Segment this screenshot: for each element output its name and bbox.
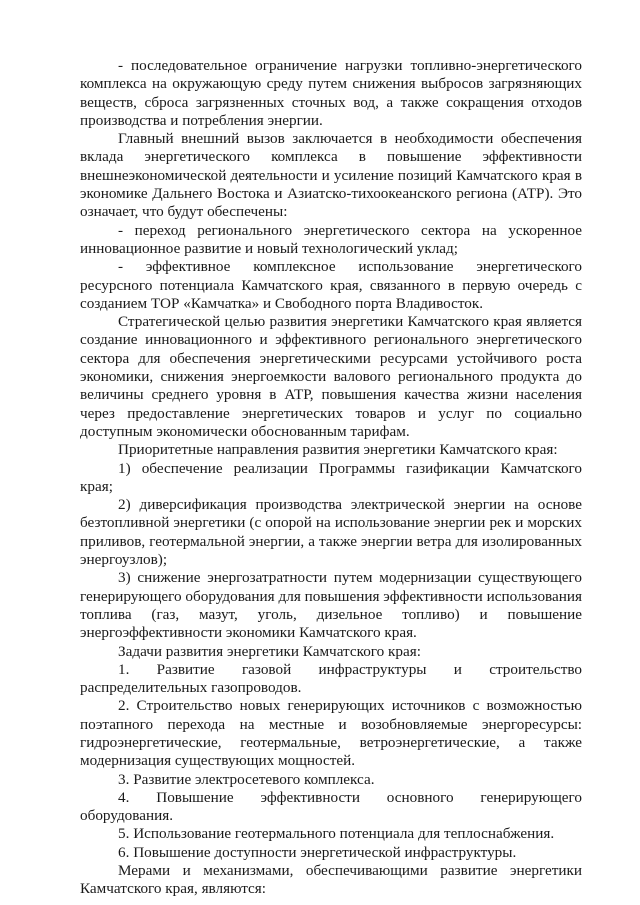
paragraph-measures-heading: Мерами и механизмами, обеспечивающими развитие энергетики Камчатского края, являются: — [80, 862, 582, 898]
list-item-task-1: 1. Развитие газовой инфраструктуры и строительство распределительных газопроводов. — [80, 660, 582, 697]
paragraph-strategic-goal: Стратегической целью развития энергетики Камчатского края является создание инновационного и эффективного регионального энергетического сектора для обеспечения энергетическими ресурсами устойчивого роста экономики, снижения энергоемкости валового регионального продукта до величины среднего уровня в АТР, повышения качества жизни населения через предоставление энергетических товаров и услуг по социально доступным экономически обоснованным тарифам. — [80, 313, 582, 440]
paragraph-priority-directions-heading: Приоритетные направления развития энергетики Камчатского края: — [118, 441, 558, 459]
list-item-priority-3: 3) снижение энергозатратности путем модернизации существующего генерирующего оборудования для повышения эффективности использования топлива (газ, мазут, уголь, дизельное топливо) и повышение энергоэффективности экономики Камчатского края. — [80, 569, 582, 642]
paragraph-main-external-challenge: Главный внешний вызов заключается в необходимости обеспечения вклада энергетического комплекса в повышение эффективности внешнеэкономической деятельности и усиление позиций Камчатского края в экономике Дальнего Востока и Азиатско-тихоокеанского региона (АТР). Это означает, что будут обеспечены: — [80, 130, 582, 221]
document-body — [80, 57, 582, 899]
list-item-task-5: 5. Использование геотермального потенциала для теплоснабжения. — [118, 825, 555, 843]
list-item-task-6: 6. Повышение доступности энергетической инфраструктуры. — [118, 843, 517, 861]
paragraph-tasks-heading: Задачи развития энергетики Камчатского края: — [118, 642, 421, 660]
list-item-task-4: 4. Повышение эффективности основного генерирующего оборудования. — [80, 788, 582, 825]
paragraph-innovation-transition: - переход регионального энергетического сектора на ускоренное инновационное развитие и новый технологический уклад; — [80, 221, 582, 257]
list-item-priority-2: 2) диверсификация производства электрической энергии на основе безтопливной энергетики (с опорой на использование энергии рек и морских приливов, геотермальной энергии, а также энергии ветра для изолированных энергоузлов); — [80, 496, 582, 569]
paragraph-resource-potential: - эффективное комплексное использование энергетического ресурсного потенциала Камчатского края, связанного в первую очередь с созданием ТОР «Камчатка» и Свободного порта Владивосток. — [80, 258, 582, 312]
list-item-task-3: 3. Развитие электросетевого комплекса. — [118, 770, 375, 788]
paragraph-environment-load: - последовательное ограничение нагрузки топливно-энергетического комплекса на окружающую среду путем снижения выбросов загрязняющих веществ, сброса загрязненных сточных вод, а также сокращения отходов производства и потребления энергии. — [80, 57, 582, 129]
list-item-task-2: 2. Строительство новых генерирующих источников с возможностью поэтапного перехода на местные и возобновляемые энергоресурсы: гидроэнергетические, геотермальные, ветроэнергетические, а также модернизация существующих мощностей. — [80, 697, 582, 770]
list-item-priority-1: 1) обеспечение реализации Программы газификации Камчатского края; — [80, 459, 582, 495]
